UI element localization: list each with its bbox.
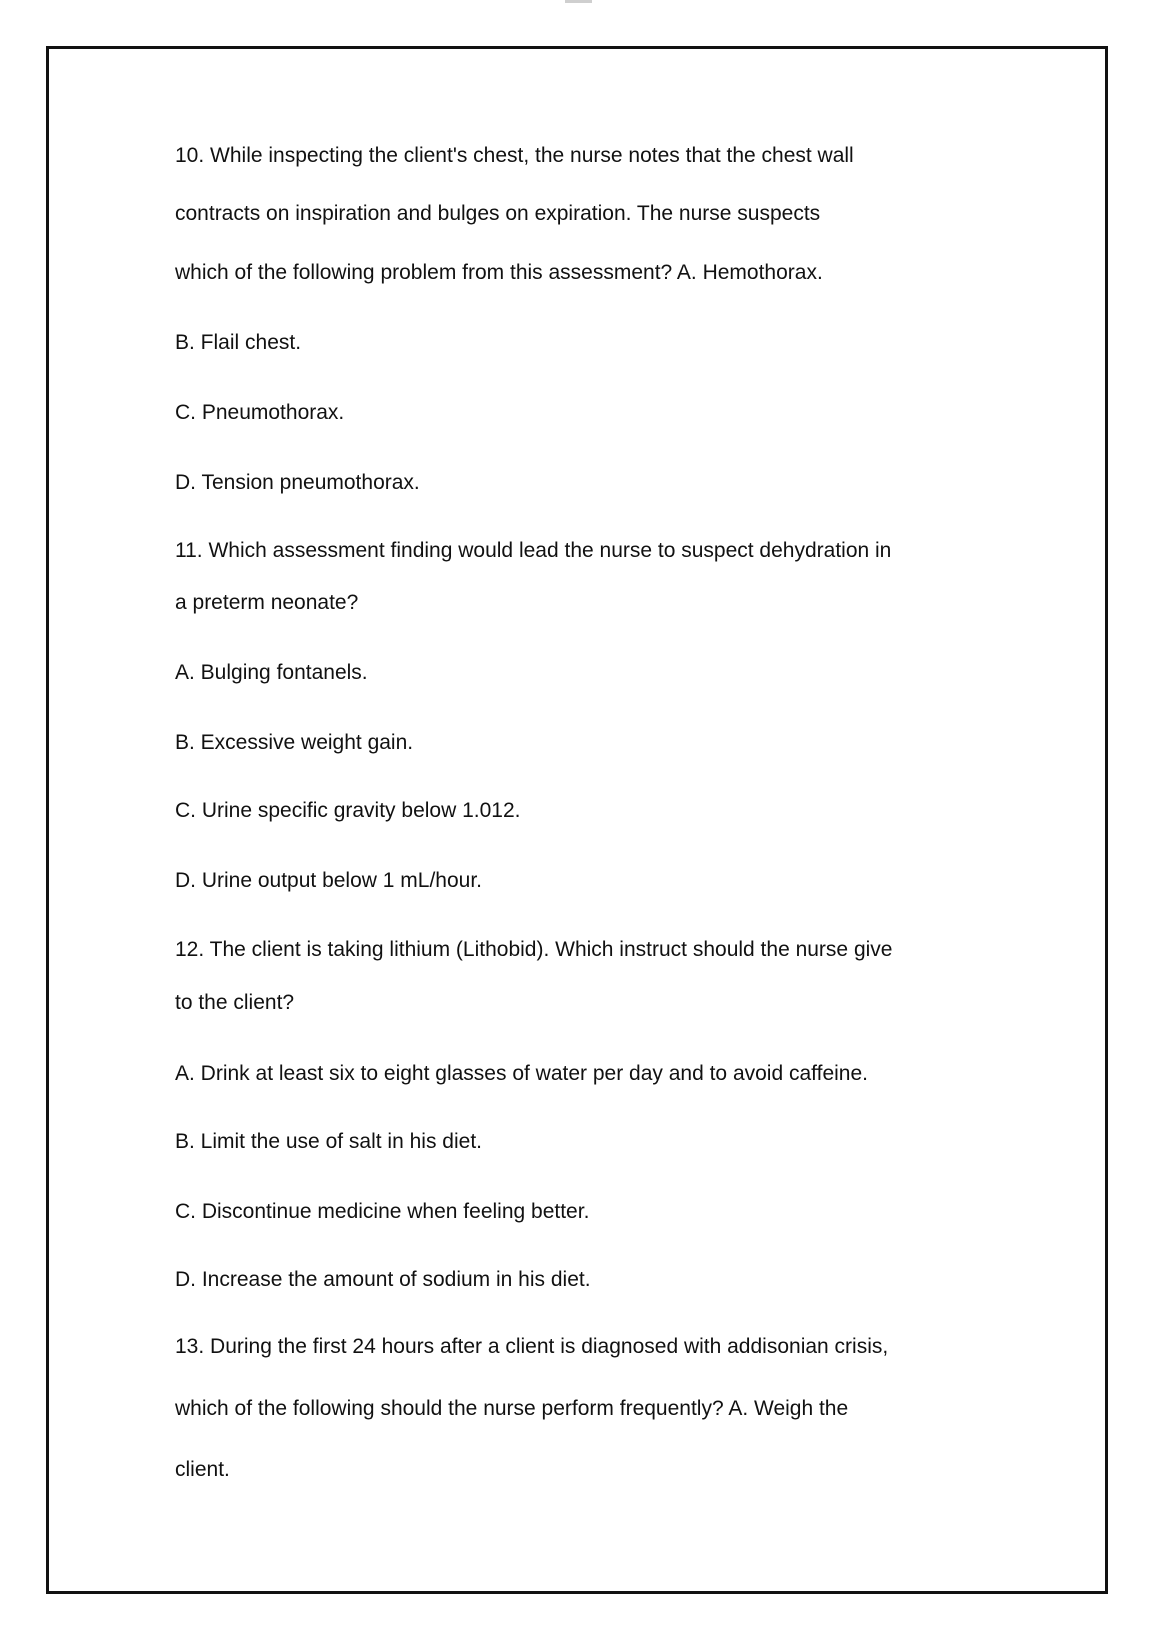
question-10-line-3: which of the following problem from this assessment? A. Hemothorax. [175, 261, 823, 284]
question-10-option-d: D. Tension pneumothorax. [175, 471, 420, 494]
question-10-line-1: 10. While inspecting the client's chest, the nurse notes that the chest wall [175, 144, 854, 167]
question-11-option-d: D. Urine output below 1 mL/hour. [175, 869, 483, 892]
question-10-line-2: contracts on inspiration and bulges on expiration. The nurse suspects [175, 202, 821, 225]
question-12-option-c: C. Discontinue medicine when feeling better. [175, 1200, 590, 1223]
question-11-option-c: C. Urine specific gravity below 1.012. [175, 799, 521, 822]
question-12-line-1: 12. The client is taking lithium (Lithobid). Which instruct should the nurse give [175, 938, 893, 961]
question-12-option-d: D. Increase the amount of sodium in his diet. [175, 1268, 591, 1291]
question-11-option-a: A. Bulging fontanels. [175, 661, 368, 684]
question-11-line-1: 11. Which assessment finding would lead the nurse to suspect dehydration in [175, 539, 892, 562]
question-12-option-b: B. Limit the use of salt in his diet. [175, 1130, 482, 1153]
question-12-option-a: A. Drink at least six to eight glasses of water per day and to avoid caffeine. [175, 1062, 868, 1085]
question-10-option-b: B. Flail chest. [175, 331, 302, 354]
question-13-line-2: which of the following should the nurse perform frequently? A. Weigh the [175, 1397, 849, 1420]
question-12-line-2: to the client? [175, 991, 295, 1014]
question-13-line-3: client. [175, 1458, 230, 1481]
question-10-option-c: C. Pneumothorax. [175, 401, 345, 424]
question-11-option-b: B. Excessive weight gain. [175, 731, 414, 754]
question-13-line-1: 13. During the first 24 hours after a client is diagnosed with addisonian crisis, [175, 1335, 889, 1358]
header-mark [565, 0, 592, 3]
question-11-line-2: a preterm neonate? [175, 591, 359, 614]
